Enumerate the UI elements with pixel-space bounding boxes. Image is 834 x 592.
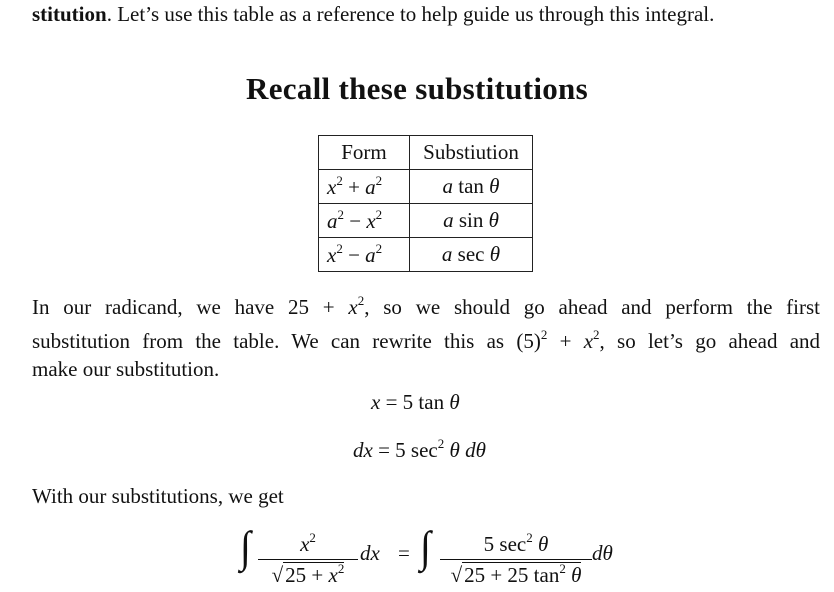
table-cell-substitution: a sec θ bbox=[410, 238, 533, 272]
lhs-fraction: $\frac{x^2}{√25 + x^2}$ bbox=[258, 530, 358, 588]
table-cell-substitution: a sin θ bbox=[410, 204, 533, 238]
integral-sign-left: ∫ bbox=[240, 521, 251, 572]
column-header-form: Form bbox=[319, 136, 410, 170]
column-header-substitution: Substiution bbox=[410, 136, 533, 170]
lhs-dx: dx bbox=[360, 541, 380, 565]
integral-sign-right: ∫ bbox=[420, 521, 431, 572]
table-row bbox=[319, 238, 533, 272]
intro-line bbox=[32, 0, 714, 28]
table-cell-form: $x^2 + a^2$ bbox=[319, 170, 410, 204]
intro-rest: . Let’s use this table as a reference to help guide us through this integral. bbox=[106, 2, 715, 26]
equation-x-substitution: x = 5 tan θ bbox=[371, 390, 460, 414]
rhs-fraction: 5 $\sec^2 \theta$ √25 + 25 $\tan^2 \theta$ bbox=[440, 530, 592, 588]
rhs-dtheta: dθ bbox=[592, 541, 613, 565]
table-row bbox=[319, 170, 533, 204]
with-substitutions-text: With our substitutions, we get bbox=[32, 484, 284, 508]
paragraph-line-3: make our substitution. bbox=[32, 357, 220, 381]
intro-bold-word: stitution bbox=[32, 2, 107, 26]
section-heading: Recall these substitutions bbox=[246, 71, 588, 106]
paragraph-line-1: In our radicand, we have $25 + x^2$, so we should go ahead and perform the first bbox=[32, 293, 820, 319]
equation-dx-substitution: dx = 5 $\sec^2 \theta$ dθ bbox=[353, 436, 486, 462]
table-header-row bbox=[319, 136, 533, 170]
table-cell-form: $a^2 - x^2$ bbox=[319, 204, 410, 238]
substitution-table bbox=[318, 135, 533, 272]
equals-sign: = bbox=[398, 541, 410, 565]
paragraph-line-2: substitution from the table. We can rewrite this as $(5)^2 + x^2$, so let’s go ahead and bbox=[32, 327, 821, 353]
table-row bbox=[319, 204, 533, 238]
table-cell-substitution: a tan θ bbox=[410, 170, 533, 204]
table-cell-form: $x^2 - a^2$ bbox=[319, 238, 410, 272]
